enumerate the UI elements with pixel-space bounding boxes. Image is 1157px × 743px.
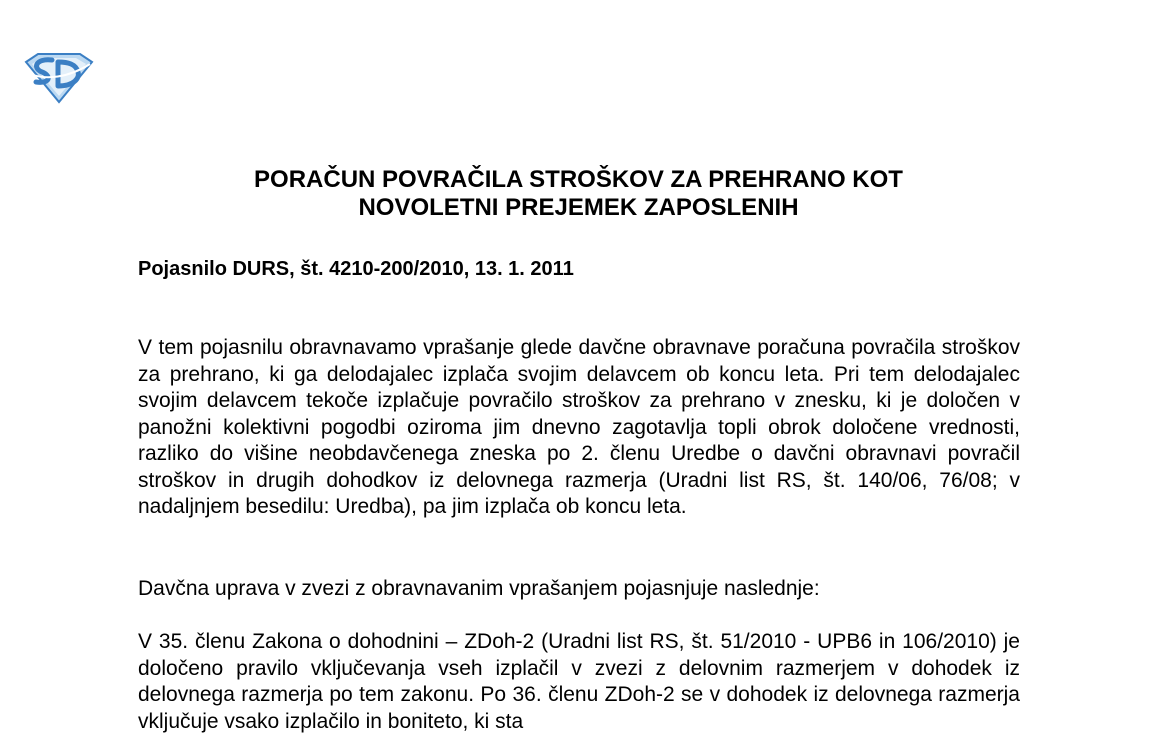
paragraph-statement: Davčna uprava v zvezi z obravnavanim vprašanjem pojasnjuje naslednje: [138, 577, 820, 600]
document-reference: Pojasnilo DURS, št. 4210-200/2010, 13. 1. 2011 [138, 258, 574, 280]
paragraph-intro: V tem pojasnilu obravnavamo vprašanje glede davčne obravnave poračuna povračila stroškov za prehrano, ki ga delodajalec izplača svojim delavcem ob koncu leta. Pri tem delodajalec svojim delavcem tekoče izplačuje povračilo stroškov za prehrano v znesku, ki je določen v panožni kolektivni pogodbi oziroma jim dnevno zagotavlja topli obrok določene vrednosti, razliko do višine neobdavčenega zneska po 2. členu Uredbe o davčni obravnavi povračil stroškov in drugih dohodkov iz delovnega razmerja (Uradni list RS, št. 140/06, 76/08; v nadaljnjem besedilu: Uredba), pa jim izplača ob koncu leta. [138, 336, 1020, 518]
title-line-2: NOVOLETNI PREJEMEK ZAPOSLENIH [358, 194, 799, 221]
paragraph-law: V 35. členu Zakona o dohodnini – ZDoh-2 (Uradni list RS, št. 51/2010 - UPB6 in 106/2010) je določeno pravilo vključevanja vseh izplačil v zvezi z delovnim razmerjem v dohodek iz delovnega razmerja po tem zakonu. Po 36. členu ZDoh-2 se v dohodek iz delovnega razmerja vključuje vsako izplačilo in boniteto, ki sta [138, 630, 1020, 733]
document-title [0, 166, 1157, 222]
title-line-1: PORAČUN POVRAČILA STROŠKOV ZA PREHRANO KOT [254, 166, 903, 193]
sd-shield-logo-icon [22, 50, 96, 104]
